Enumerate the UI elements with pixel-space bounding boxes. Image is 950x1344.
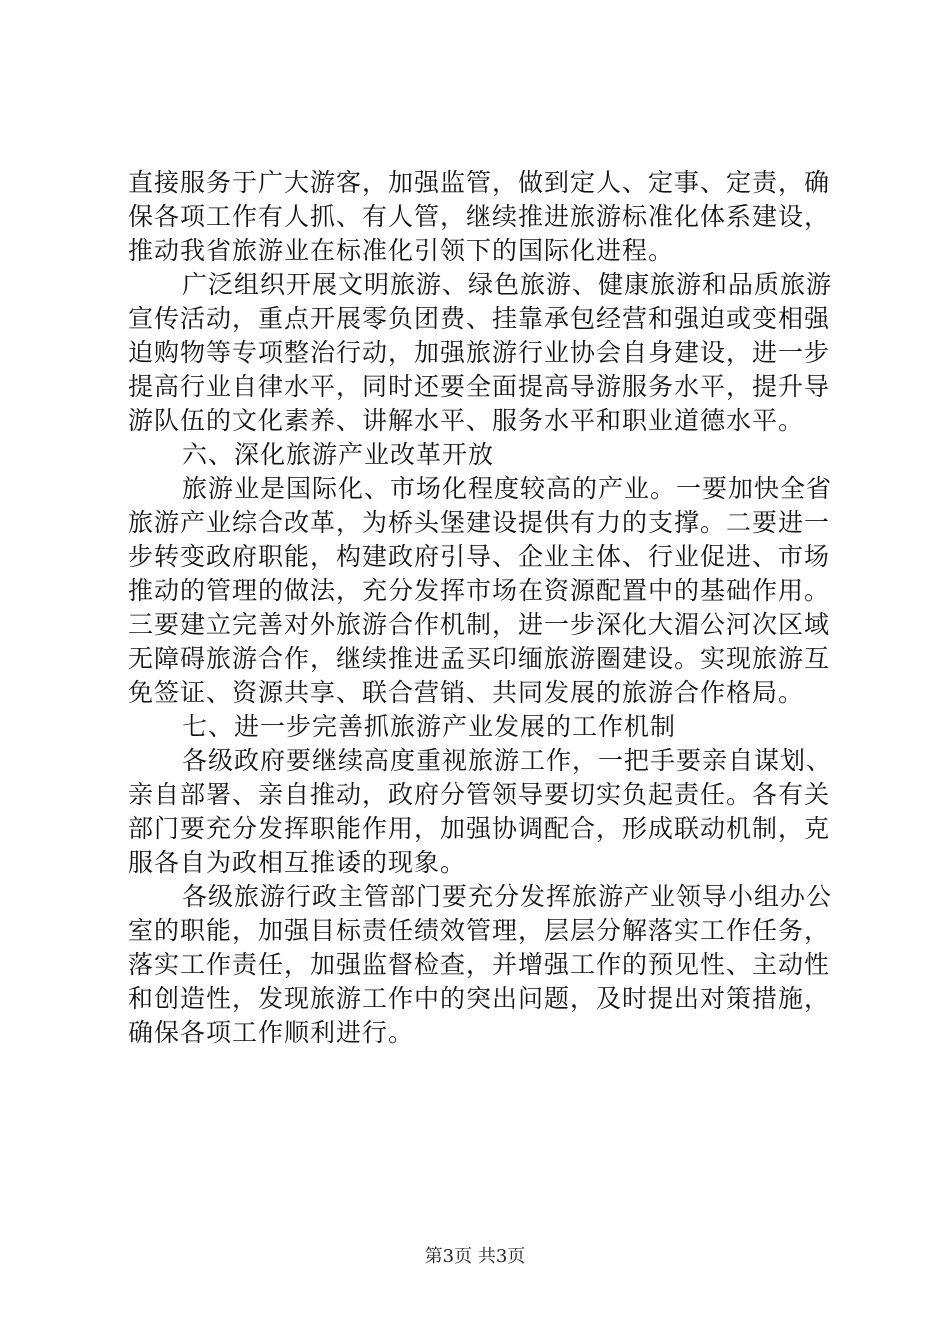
text-line: 和创造性，发现旅游工作中的突出问题，及时提出对策措施， [128,984,831,1013]
text-line: 旅游业是国际化、市场化程度较高的产业。一要加快全省 [182,474,833,503]
text-line: 推动的管理的做法，充分发挥市场在资源配置中的基础作用。 [128,576,831,605]
text-line: 服各自为政相互推诿的现象。 [128,848,467,877]
text-line: 步转变政府职能，构建政府引导、企业主体、行业促进、市场 [128,542,831,571]
text-line: 六、深化旅游产业改革开放 [182,440,495,469]
text-line: 确保各项工作顺利进行。 [128,1018,415,1047]
text-line: 各级旅游行政主管部门要充分发挥旅游产业领导小组办公 [182,882,833,911]
text-line: 游队伍的文化素养、讲解水平、服务水平和职业道德水平。 [128,406,805,435]
text-line: 广泛组织开展文明旅游、绿色旅游、健康旅游和品质旅游 [182,270,833,299]
text-line: 迫购物等专项整治行动，加强旅游行业协会自身建设，进一步 [128,338,831,367]
text-line: 保各项工作有人抓、有人管，继续推进旅游标准化体系建设， [128,202,831,231]
text-line: 部门要充分发挥职能作用，加强协调配合，形成联动机制，克 [128,814,831,843]
text-line: 推动我省旅游业在标准化引领下的国际化进程。 [128,236,675,265]
text-line: 室的职能，加强目标责任绩效管理，层层分解落实工作任务， [128,916,831,945]
text-line: 直接服务于广大游客，加强监管，做到定人、定事、定责，确 [128,168,831,197]
text-line: 亲自部署、亲自推动，政府分管领导要切实负起责任。各有关 [128,780,831,809]
page-footer: 第3页 共3页 [424,1246,526,1267]
text-line: 旅游产业综合改革，为桥头堡建设提供有力的支撑。二要进一 [128,508,831,537]
text-line: 提高行业自律水平，同时还要全面提高导游服务水平，提升导 [128,372,831,401]
text-line: 七、进一步完善抓旅游产业发展的工作机制 [182,712,677,741]
text-line: 各级政府要继续高度重视旅游工作，一把手要亲自谋划、 [182,746,833,775]
text-line: 免签证、资源共享、联合营销、共同发展的旅游合作格局。 [128,678,805,707]
text-line: 落实工作责任，加强监督检查，并增强工作的预见性、主动性 [128,950,831,979]
document-body [128,166,833,1050]
text-line: 三要建立完善对外旅游合作机制，进一步深化大湄公河次区域 [128,610,831,639]
text-line: 宣传活动，重点开展零负团费、挂靠承包经营和强迫或变相强 [128,304,831,333]
text-line: 无障碍旅游合作，继续推进孟买印缅旅游圈建设。实现旅游互 [128,644,831,673]
